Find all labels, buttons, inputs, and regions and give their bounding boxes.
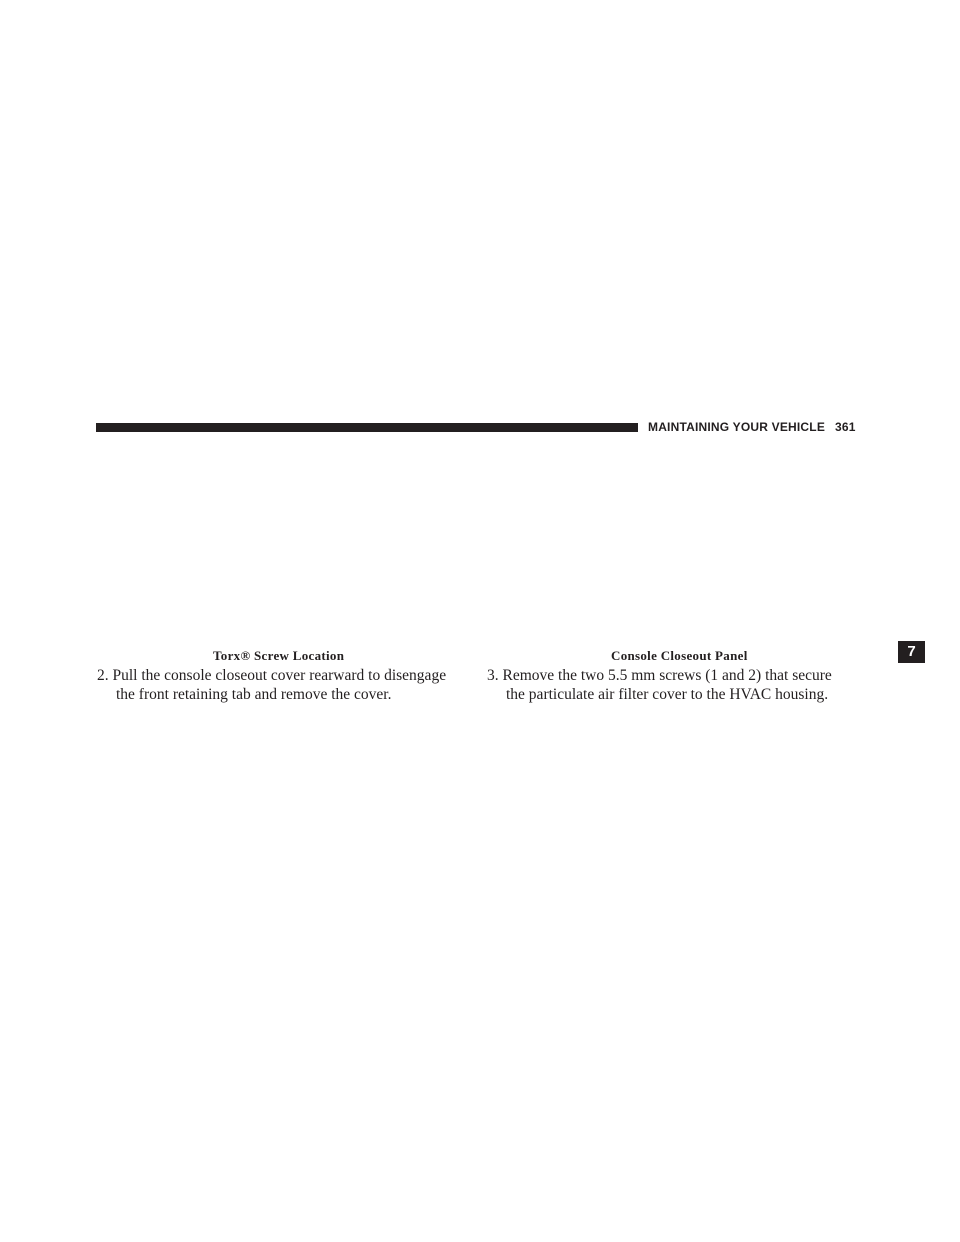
chapter-tab: 7 bbox=[898, 641, 925, 663]
instruction-step-2 bbox=[97, 666, 477, 704]
instruction-step-3 bbox=[487, 666, 872, 704]
step-line: 3. Remove the two 5.5 mm screws (1 and 2) that secure bbox=[487, 667, 832, 684]
step-line: 2. Pull the console closeout cover rearward to disengage bbox=[97, 667, 447, 684]
running-header bbox=[648, 420, 868, 434]
figure-caption-console-panel: Console Closeout Panel bbox=[611, 648, 748, 663]
header-rule bbox=[96, 423, 638, 432]
section-title: MAINTAINING YOUR VEHICLE bbox=[648, 420, 826, 434]
page-number: 361 bbox=[835, 420, 856, 434]
step-line: the particulate air filter cover to the HVAC housing. bbox=[506, 686, 829, 703]
step-line: the front retaining tab and remove the cover. bbox=[116, 686, 392, 703]
figure-caption-torx-screw: Torx® Screw Location bbox=[213, 648, 345, 663]
